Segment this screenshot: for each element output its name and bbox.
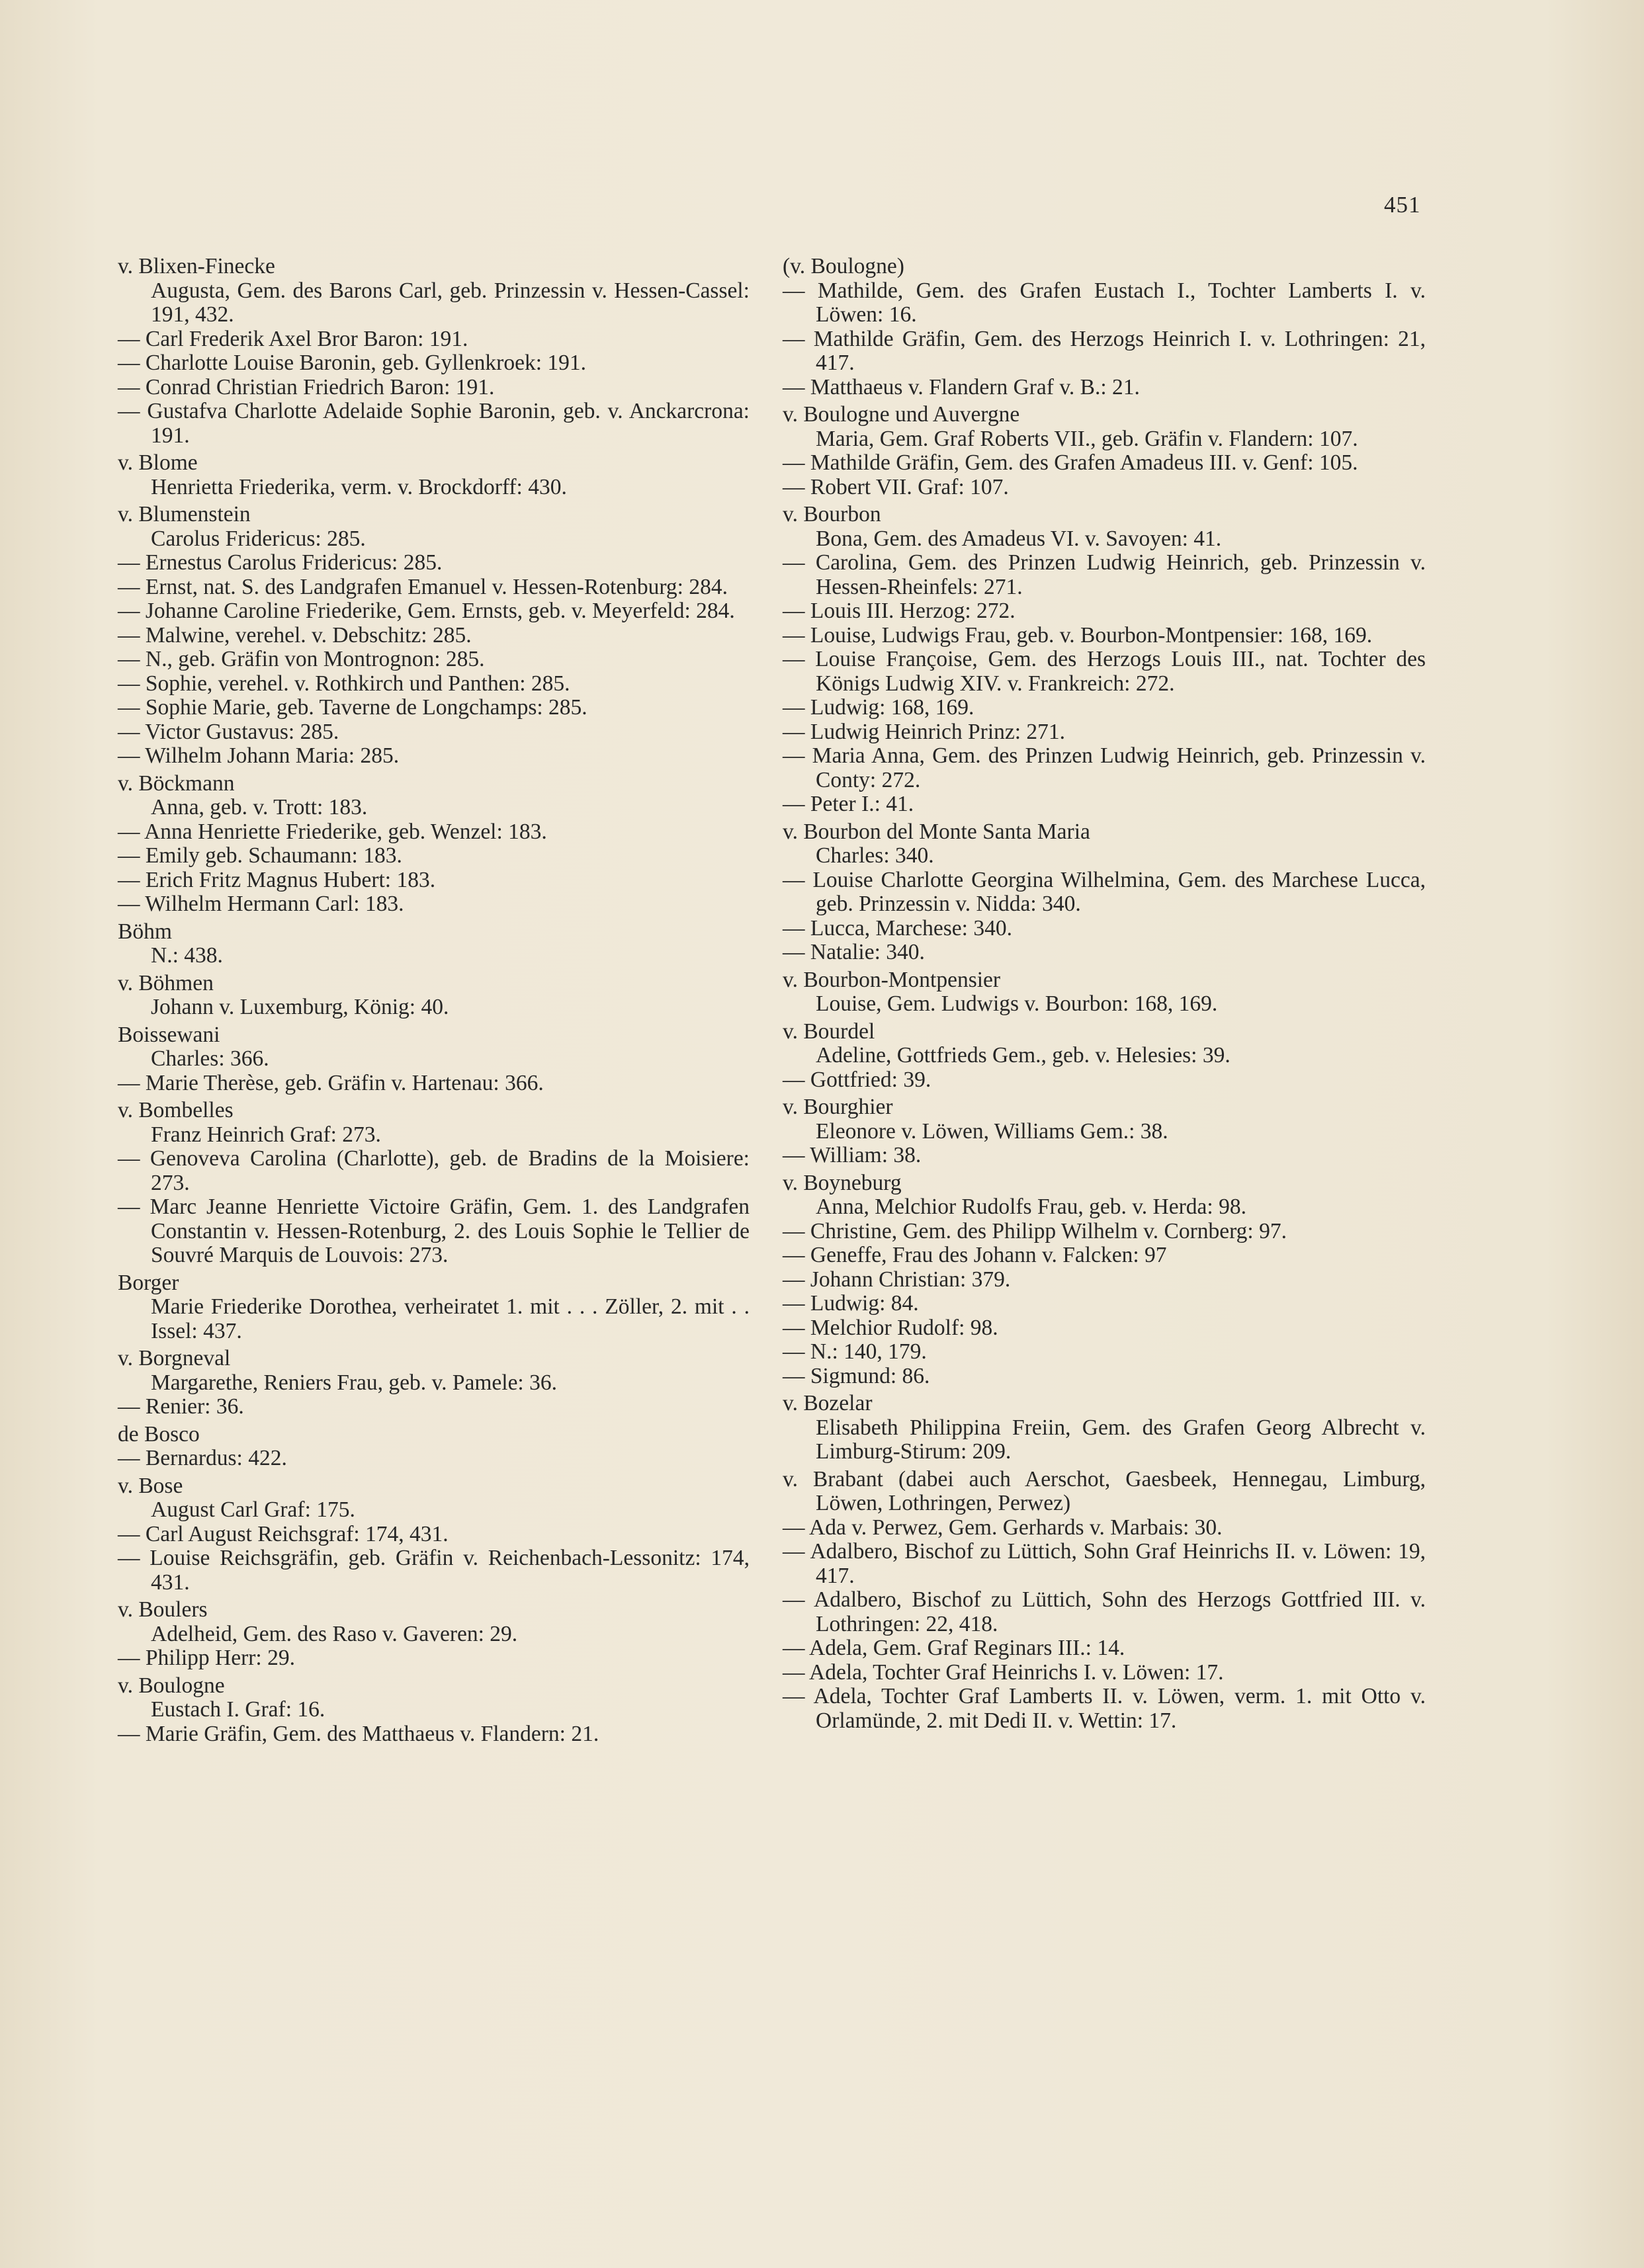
index-subentry: — William: 38. <box>783 1143 922 1167</box>
index-entry-name: v. Blixen-Finecke <box>118 254 275 278</box>
index-subentry: — Gottfried: 39. <box>783 1067 931 1092</box>
index-subentry: — Ada v. Perwez, Gem. Gerhards v. Marbais: 30. <box>783 1515 1223 1540</box>
index-subentry: — Anna Henriette Friederike, geb. Wenzel: 183. <box>118 819 547 844</box>
index-subentry: — Peter I.: 41. <box>783 792 914 816</box>
index-subentry: — Louise Françoise, Gem. des Herzogs Louis III., nat. Tochter des Königs Ludwig XIV. v. Frankreich: 272. <box>783 647 1426 696</box>
index-entry <box>783 255 1426 399</box>
index-entry <box>783 1095 1426 1168</box>
index-subentry: — Marc Jeanne Henriette Victoire Gräfin, Gem. 1. des Landgrafen Constantin v. Hessen-Rotenburg, 2. des Louis Sophie le Tellier de Souvré Marquis de Louvois: 273. <box>118 1195 750 1267</box>
index-subentry: — Conrad Christian Friedrich Baron: 191. <box>118 374 495 399</box>
index-first-subentry: Adelheid, Gem. des Raso v. Gaveren: 29. <box>151 1621 518 1646</box>
index-first-subentry: Adeline, Gottfrieds Gem., geb. v. Helesies: 39. <box>816 1043 1231 1068</box>
index-first-subentry: Charles: 340. <box>816 843 934 868</box>
index-entry <box>783 968 1426 1017</box>
index-subentry: — Victor Gustavus: 285. <box>118 719 339 744</box>
index-first-subentry: Charles: 366. <box>151 1046 269 1071</box>
index-subentry: — Adalbero, Bischof zu Lüttich, Sohn Graf Heinrichs II. v. Löwen: 19, 417. <box>783 1539 1426 1588</box>
index-entry <box>783 1392 1426 1464</box>
index-entry <box>118 1598 750 1671</box>
index-entry-name: v. Böckmann <box>118 771 235 796</box>
index-entry <box>118 772 750 917</box>
index-entry <box>118 451 750 499</box>
index-entry <box>783 503 1426 817</box>
index-entry-name: v. Bombelles <box>118 1098 234 1122</box>
index-subentry: — Renier: 36. <box>118 1394 244 1419</box>
index-subentry: — Adela, Tochter Graf Heinrichs I. v. Löwen: 17. <box>783 1659 1224 1685</box>
index-subentry: — Melchior Rudolf: 98. <box>783 1315 998 1340</box>
index-entry <box>118 1347 750 1419</box>
index-entry-name: v. Boulogne <box>118 1673 225 1698</box>
index-first-subentry: Franz Heinrich Graf: 273. <box>151 1122 381 1147</box>
index-first-subentry: August Carl Graf: 175. <box>151 1497 355 1522</box>
index-entry <box>118 1474 750 1595</box>
index-entry <box>118 503 750 769</box>
index-entry-name: v. Bourbon-Montpensier <box>783 967 1001 992</box>
index-entry-name: v. Bourghier <box>783 1095 893 1119</box>
index-subentry: — Carl Frederik Axel Bror Baron: 191. <box>118 326 468 351</box>
index-entry-name: v. Blome <box>118 450 198 475</box>
index-entry-name: v. Bozelar <box>783 1391 873 1415</box>
index-subentry: — Sophie, verehel. v. Rothkirch und Panthen: 285. <box>118 671 570 696</box>
index-entry <box>118 1271 750 1344</box>
index-first-subentry: Anna, geb. v. Trott: 183. <box>151 795 368 819</box>
index-subentry: — Louise, Ludwigs Frau, geb. v. Bourbon-Montpensier: 168, 169. <box>783 622 1373 648</box>
index-subentry: — Christine, Gem. des Philipp Wilhelm v. Cornberg: 97. <box>783 1218 1287 1243</box>
index-subentry: — Natalie: 340. <box>783 940 925 964</box>
index-first-subentry: Bona, Gem. des Amadeus VI. v. Savoyen: 41. <box>816 526 1222 551</box>
index-subentry: — Adela, Tochter Graf Lamberts II. v. Löwen, verm. 1. mit Otto v. Orlamünde, 2. mit Dedi II. v. Wettin: 17. <box>783 1684 1426 1733</box>
page-number: 451 <box>1384 192 1421 218</box>
index-subentry: — Malwine, verehel. v. Debschitz: 285. <box>118 622 472 648</box>
index-entry <box>118 1674 750 1747</box>
index-subentry: — N.: 140, 179. <box>783 1339 927 1364</box>
index-entry-name: v. Boyneburg <box>783 1170 902 1195</box>
index-subentry: — Ludwig: 84. <box>783 1291 919 1316</box>
index-subentry: — Ernst, nat. S. des Landgrafen Emanuel v. Hessen-Rotenburg: 284. <box>118 574 728 599</box>
index-subentry: — Carolina, Gem. des Prinzen Ludwig Heinrich, geb. Prinzessin v. Hessen-Rheinfels: 271. <box>783 550 1426 599</box>
index-subentry: — Robert VII. Graf: 107. <box>783 474 1009 499</box>
index-entry <box>783 403 1426 499</box>
index-subentry: — Emily geb. Schaumann: 183. <box>118 843 402 868</box>
index-entry-name: v. Bose <box>118 1473 183 1498</box>
index-first-subentry: Carolus Fridericus: 285. <box>151 526 366 551</box>
index-subentry: — Louise Charlotte Georgina Wilhelmina, Gem. des Marchese Lucca, geb. Prinzessin v. Nidda: 340. <box>783 867 1426 916</box>
index-entry <box>118 255 750 448</box>
index-first-subentry: Elisabeth Philippina Freiin, Gem. des Grafen Georg Albrecht v. Limburg-Stirum: 209. <box>816 1415 1426 1464</box>
index-entry-name: Böhm <box>118 919 172 944</box>
index-entry <box>783 820 1426 965</box>
index-entry <box>118 972 750 1020</box>
index-subentry: — N., geb. Gräfin von Montrognon: 285. <box>118 647 485 671</box>
index-first-subentry: Louise, Gem. Ludwigs v. Bourbon: 168, 169. <box>816 991 1218 1016</box>
index-first-subentry: Anna, Melchior Rudolfs Frau, geb. v. Herda: 98. <box>816 1195 1246 1219</box>
index-subentry: — Marie Gräfin, Gem. des Matthaeus v. Flandern: 21. <box>118 1721 599 1746</box>
index-entry <box>783 1468 1426 1734</box>
index-entry-name: v. Böhmen <box>118 970 214 995</box>
index-subentry: — Mathilde Gräfin, Gem. des Grafen Amadeus III. v. Genf: 105. <box>783 450 1358 475</box>
index-first-subentry: Marie Friederike Dorothea, verheiratet 1. mit . . . Zöller, 2. mit . . Issel: 437. <box>151 1294 750 1343</box>
index-subentry: — Wilhelm Johann Maria: 285. <box>118 743 400 768</box>
index-entry-name: v. Bourbon del Monte Santa Maria <box>783 819 1090 844</box>
index-subentry: — Maria Anna, Gem. des Prinzen Ludwig Heinrich, geb. Prinzessin v. Conty: 272. <box>783 743 1426 792</box>
index-subentry: — Carl August Reichsgraf: 174, 431. <box>118 1521 449 1546</box>
index-entry <box>118 920 750 968</box>
index-entry-name: v. Borgneval <box>118 1346 231 1370</box>
index-subentry: — Ludwig: 168, 169. <box>783 695 974 720</box>
index-subentry: — Genoveva Carolina (Charlotte), geb. de Bradins de la Moisiere: 273. <box>118 1146 750 1195</box>
index-subentry: — Lucca, Marchese: 340. <box>783 915 1012 941</box>
index-column-right <box>783 255 1426 1736</box>
index-first-subentry: Maria, Gem. Graf Roberts VII., geb. Gräfin v. Flandern: 107. <box>816 426 1358 451</box>
index-subentry: — Philipp Herr: 29. <box>118 1646 295 1670</box>
index-entry <box>783 1171 1426 1389</box>
index-entry <box>783 1020 1426 1093</box>
index-entry-name: v. Brabant (dabei auch Aerschot, Gaesbeek, Hennegau, Limburg, Löwen, Lothringen, Perwez) <box>783 1466 1426 1515</box>
index-first-subentry: Augusta, Gem. des Barons Carl, geb. Prinzessin v. Hessen-Cassel: 191, 432. <box>151 278 750 327</box>
index-subentry: — Matthaeus v. Flandern Graf v. B.: 21. <box>783 374 1140 399</box>
index-subentry: — Adela, Gem. Graf Reginars III.: 14. <box>783 1636 1125 1660</box>
index-subentry: — Charlotte Louise Baronin, geb. Gyllenkroek: 191. <box>118 351 587 375</box>
index-subentry: — Wilhelm Hermann Carl: 183. <box>118 892 404 916</box>
index-entry-name: de Bosco <box>118 1421 200 1447</box>
index-entry-name: v. Bourdel <box>783 1019 875 1044</box>
index-entry <box>118 1023 750 1096</box>
index-first-subentry: Eustach I. Graf: 16. <box>151 1697 325 1722</box>
index-first-subentry: N.: 438. <box>151 943 223 968</box>
index-subentry: — Johann Christian: 379. <box>783 1267 1011 1292</box>
index-first-subentry: Margarethe, Reniers Frau, geb. v. Pamele: 36. <box>151 1370 557 1395</box>
index-subentry: — Ernestus Carolus Fridericus: 285. <box>118 550 443 575</box>
index-first-subentry: Henrietta Friederika, verm. v. Brockdorff: 430. <box>151 474 567 499</box>
index-entry-name: Borger <box>118 1270 179 1295</box>
index-subentry: — Ludwig Heinrich Prinz: 271. <box>783 719 1066 744</box>
index-column-left <box>118 255 750 1749</box>
index-subentry: — Sigmund: 86. <box>783 1363 930 1388</box>
index-subentry: — Sophie Marie, geb. Taverne de Longchamps: 285. <box>118 695 587 720</box>
index-entry-name: (v. Boulogne) <box>783 254 904 278</box>
index-subentry: — Louise Reichsgräfin, geb. Gräfin v. Reichenbach-Lessonitz: 174, 431. <box>118 1546 750 1595</box>
index-first-subentry: Johann v. Luxemburg, König: 40. <box>151 995 449 1019</box>
index-subentry: — Mathilde, Gem. des Grafen Eustach I., Tochter Lamberts I. v. Löwen: 16. <box>783 278 1426 327</box>
index-subentry: — Gustafva Charlotte Adelaide Sophie Baronin, geb. v. Anckarcrona: 191. <box>118 399 750 448</box>
index-subentry: — Geneffe, Frau des Johann v. Falcken: 97 <box>783 1243 1167 1267</box>
index-entry-name: v. Boulers <box>118 1597 208 1622</box>
index-entry-name: v. Blumenstein <box>118 502 251 526</box>
index-entry-name: v. Bourbon <box>783 502 881 526</box>
index-entry-name: Boissewani <box>118 1022 220 1047</box>
index-subentry: — Adalbero, Bischof zu Lüttich, Sohn des Herzogs Gottfried III. v. Lothringen: 22, 418. <box>783 1587 1426 1636</box>
index-first-subentry: Eleonore v. Löwen, Williams Gem.: 38. <box>816 1118 1168 1144</box>
index-subentry: — Erich Fritz Magnus Hubert: 183. <box>118 867 436 892</box>
index-subentry: — Johanne Caroline Friederike, Gem. Ernsts, geb. v. Meyerfeld: 284. <box>118 599 735 623</box>
index-entry <box>118 1423 750 1471</box>
index-subentry: — Bernardus: 422. <box>118 1446 287 1470</box>
index-entry-name: v. Boulogne und Auvergne <box>783 402 1020 427</box>
index-subentry: — Louis III. Herzog: 272. <box>783 599 1016 623</box>
index-subentry: — Mathilde Gräfin, Gem. des Herzogs Heinrich I. v. Lothringen: 21, 417. <box>783 326 1426 375</box>
index-subentry: — Marie Therèse, geb. Gräfin v. Hartenau: 366. <box>118 1070 544 1095</box>
index-entry <box>118 1099 750 1268</box>
